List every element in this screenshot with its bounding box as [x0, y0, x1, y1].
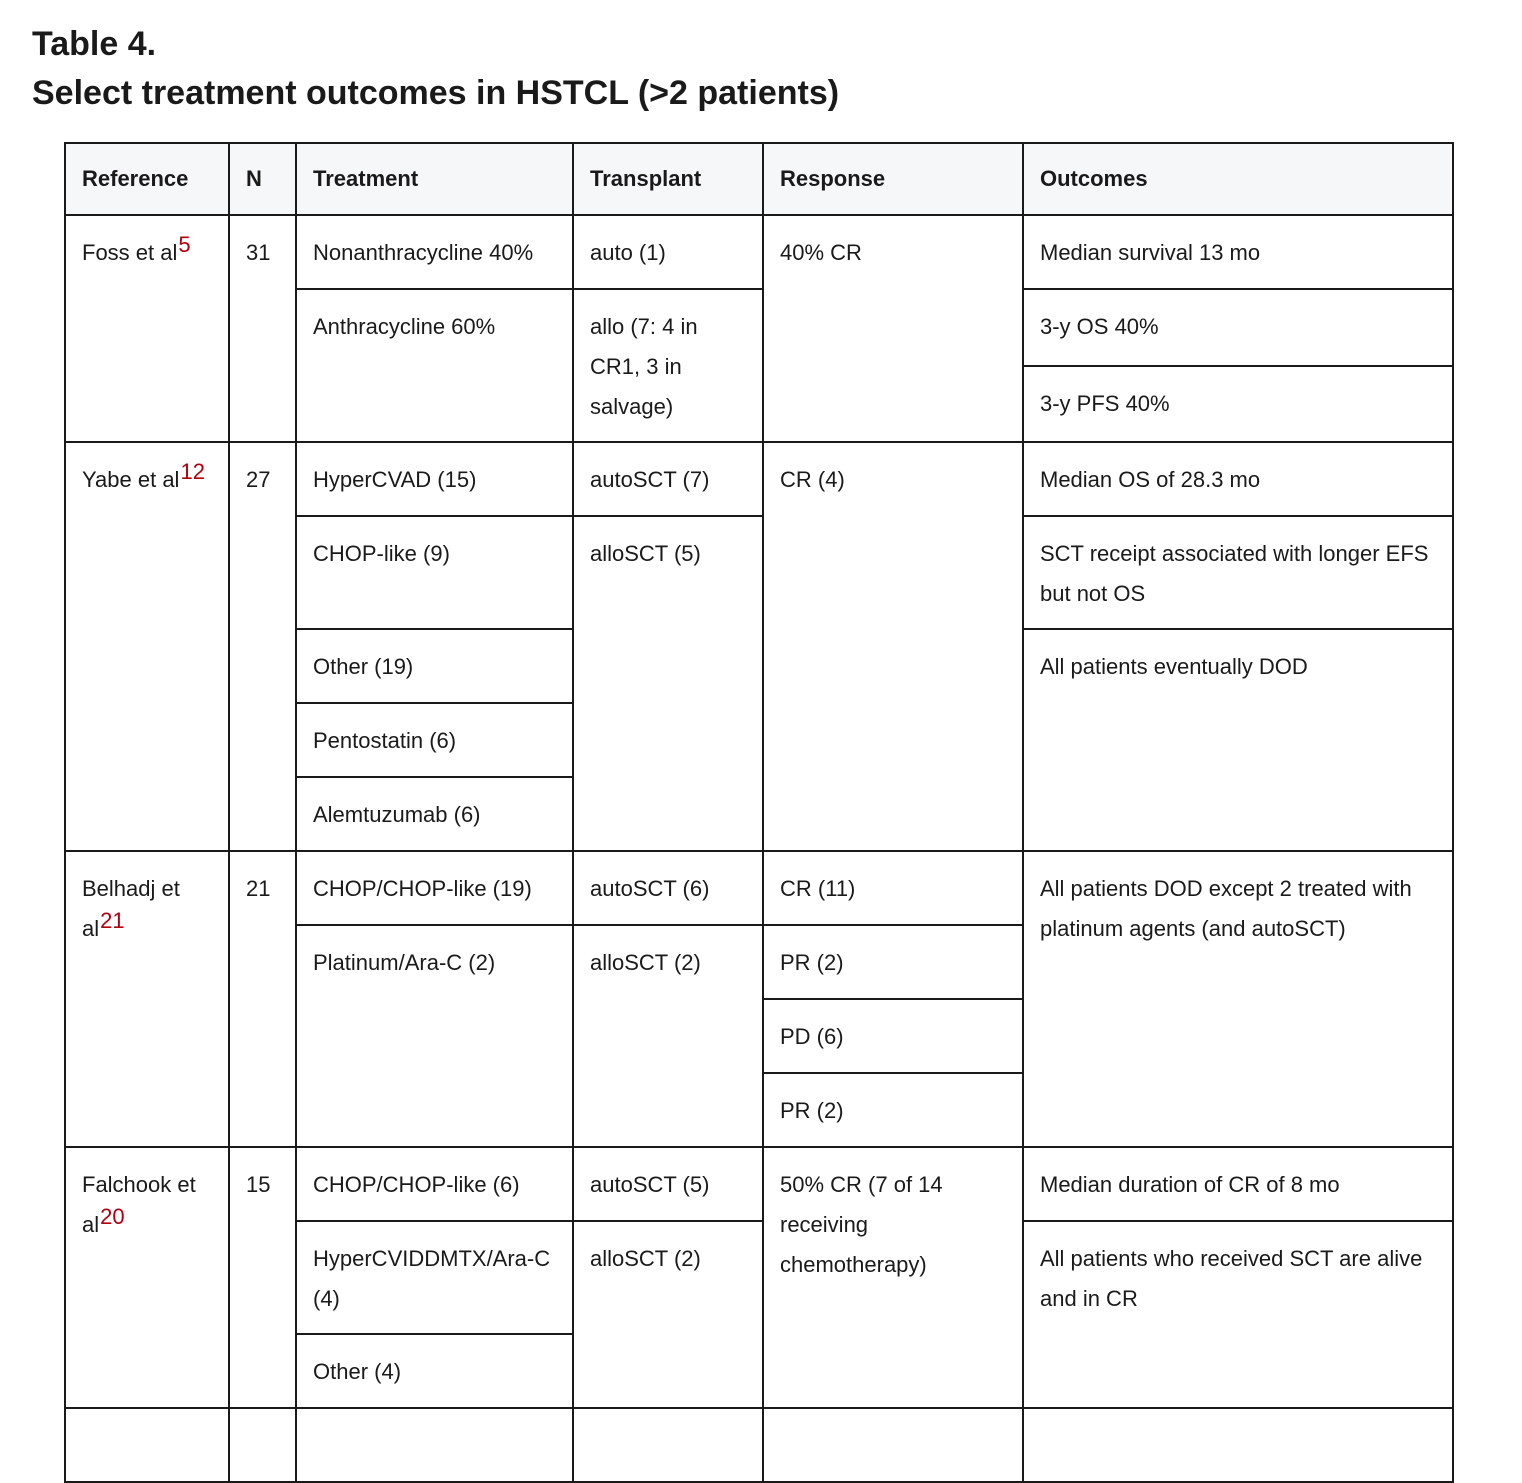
reference-text: Belhadj et al — [82, 876, 180, 941]
n-cell: 31 — [229, 215, 296, 442]
column-header: Transplant — [573, 143, 763, 215]
table-row — [65, 1147, 1453, 1221]
reference-link[interactable]: 21 — [100, 908, 125, 933]
treatment-cell: Pentostatin (6) — [296, 703, 573, 777]
table-title: Select treatment outcomes in HSTCL (>2 patients) — [32, 74, 840, 112]
outcome-cell: 3-y OS 40% — [1023, 289, 1453, 366]
response-cell — [763, 1408, 1023, 1482]
transplant-cell: allo (7: 4 in CR1, 3 in salvage) — [573, 289, 763, 442]
outcome-cell: 3-y PFS 40% — [1023, 366, 1453, 443]
treatment-cell: Anthracycline 60% — [296, 289, 573, 442]
transplant-cell: auto (1) — [573, 215, 763, 289]
table-row — [65, 1408, 1453, 1482]
column-header: Outcomes — [1023, 143, 1453, 215]
n-cell — [229, 1408, 296, 1482]
reference-link[interactable]: 20 — [100, 1204, 125, 1229]
column-header: N — [229, 143, 296, 215]
response-cell: PR (2) — [763, 1073, 1023, 1147]
reference-cell — [65, 851, 229, 1147]
outcome-cell: All patients who received SCT are alive and in CR — [1023, 1221, 1453, 1408]
response-cell: 50% CR (7 of 14 receiving chemotherapy) — [763, 1147, 1023, 1408]
outcome-cell: Median OS of 28.3 mo — [1023, 442, 1453, 516]
treatment-cell: Platinum/Ara-C (2) — [296, 925, 573, 1147]
outcome-cell: All patients DOD except 2 treated with platinum agents (and autoSCT) — [1023, 851, 1453, 1147]
outcome-cell: All patients eventually DOD — [1023, 629, 1453, 851]
table-row — [65, 851, 1453, 925]
treatment-cell: CHOP-like (9) — [296, 516, 573, 629]
outcome-cell — [1023, 1408, 1453, 1482]
treatment-cell: Other (4) — [296, 1334, 573, 1408]
treatment-cell: Nonanthracycline 40% — [296, 215, 573, 289]
reference-text: Falchook et al — [82, 1172, 196, 1237]
response-cell: PD (6) — [763, 999, 1023, 1073]
treatment-cell: HyperCVIDDMTX/Ara-C (4) — [296, 1221, 573, 1334]
n-cell: 21 — [229, 851, 296, 1147]
header-row — [65, 143, 1453, 215]
table-row — [65, 442, 1453, 516]
transplant-cell: alloSCT (2) — [573, 1221, 763, 1408]
reference-cell — [65, 442, 229, 851]
treatment-cell: CHOP/CHOP-like (19) — [296, 851, 573, 925]
treatment-cell: Other (19) — [296, 629, 573, 703]
transplant-cell: autoSCT (5) — [573, 1147, 763, 1221]
outcome-cell: SCT receipt associated with longer EFS but not OS — [1023, 516, 1453, 629]
outcome-cell: Median duration of CR of 8 mo — [1023, 1147, 1453, 1221]
outcomes-table — [64, 142, 1454, 1483]
table-row — [65, 215, 1453, 289]
treatment-cell: HyperCVAD (15) — [296, 442, 573, 516]
table-label: Table 4. — [32, 25, 157, 63]
treatment-cell: CHOP/CHOP-like (6) — [296, 1147, 573, 1221]
reference-link[interactable]: 12 — [180, 459, 205, 484]
column-header: Reference — [65, 143, 229, 215]
response-cell: CR (11) — [763, 851, 1023, 925]
column-header: Response — [763, 143, 1023, 215]
response-cell: PR (2) — [763, 925, 1023, 999]
reference-text: Yabe et al — [82, 467, 180, 492]
outcome-cell: Median survival 13 mo — [1023, 215, 1453, 289]
treatment-cell — [296, 1408, 573, 1482]
response-cell: 40% CR — [763, 215, 1023, 442]
transplant-cell — [573, 1408, 763, 1482]
reference-cell — [65, 215, 229, 442]
transplant-cell: autoSCT (6) — [573, 851, 763, 925]
n-cell: 27 — [229, 442, 296, 851]
column-header: Treatment — [296, 143, 573, 215]
response-cell: CR (4) — [763, 442, 1023, 851]
reference-link[interactable]: 5 — [178, 232, 191, 257]
transplant-cell: alloSCT (5) — [573, 516, 763, 851]
treatment-cell: Alemtuzumab (6) — [296, 777, 573, 851]
n-cell: 15 — [229, 1147, 296, 1408]
reference-cell — [65, 1147, 229, 1408]
transplant-cell: alloSCT (2) — [573, 925, 763, 1147]
table-caption — [32, 20, 839, 118]
reference-text: Foss et al — [82, 240, 178, 265]
transplant-cell: autoSCT (7) — [573, 442, 763, 516]
reference-cell — [65, 1408, 229, 1482]
